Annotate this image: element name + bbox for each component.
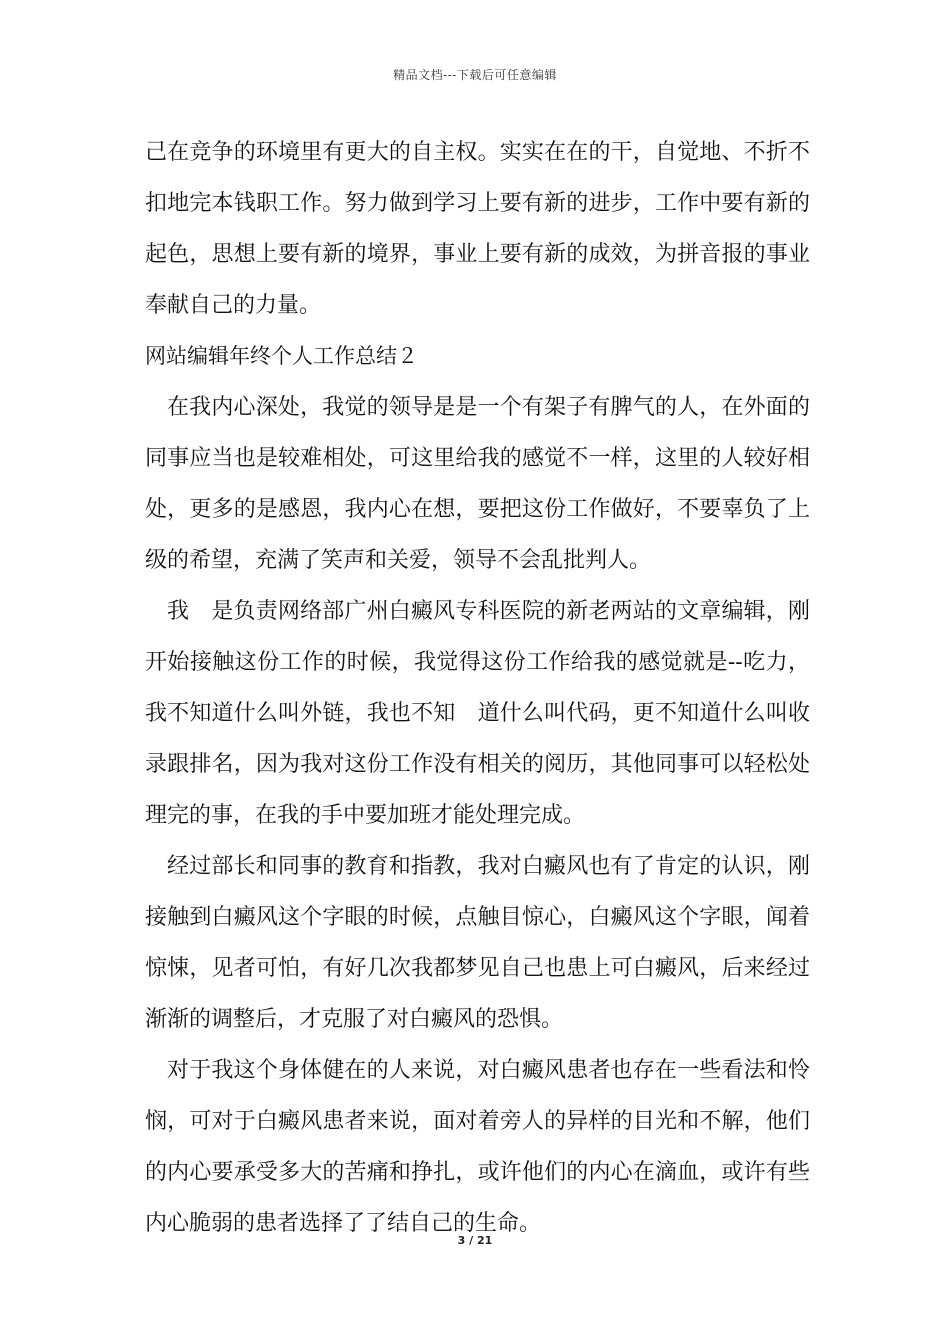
section-heading: 网站编辑年终个人工作总结２ [145, 344, 418, 368]
page-header: 精品文档---下载后可任意编辑 [393, 68, 557, 82]
paragraph-4: 对于我这个身体健在的人来说，对白癜风患者也存在一些看法和怜悯，可对于白癜风患者来说，面对着旁人的异样的目光和不解，他们的内心要承受多大的苦痛和挣扎，或许他们的内心在滴血，或许有些内心脆弱的患者选择了了结自己的生命。 [145, 1058, 810, 1236]
paragraph-2: 我 是负责网络部广州白癜风专科医院的新老两站的文章编辑，刚开始接触这份工作的时候，我觉得这份工作给我的感觉就是--吃力，我不知道什么叫外链，我也不知 道什么叫代码，更不知道什么叫收录跟排名，因为我对这份工作没有相关的阅历，其他同事可以轻松处理完的事，在我的手中要加班才能处理完成。 [145, 599, 810, 828]
document-body [145, 127, 810, 1249]
page-number: 3 / 21 [457, 1234, 493, 1247]
paragraph-1: 在我内心深处，我觉的领导是是一个有架子有脾气的人，在外面的同事应当也是较难相处，可这里给我的感觉不一样，这里的人较好相处，更多的是感恩，我内心在想，要把这份工作做好，不要辜负了上级的希望，充满了笑声和关爱，领导不会乱批判人。 [145, 395, 810, 573]
paragraph-continued: 己在竞争的环境里有更大的自主权。实实在在的干，自觉地、不折不扣地完本钱职工作。努力做到学习上要有新的进步，工作中要有新的起色，思想上要有新的境界，事业上要有新的成效，为拼音报的事业奉献自己的力量。 [145, 140, 810, 318]
paragraph-3: 经过部长和同事的教育和指教，我对白癜风也有了肯定的认识，刚接触到白癜风这个字眼的时候，点触目惊心，白癜风这个字眼，闻着惊悚，见者可怕，有好几次我都梦见自己也患上可白癜风，后来经过渐渐的调整后，才克服了对白癜风的恐惧。 [145, 854, 810, 1032]
